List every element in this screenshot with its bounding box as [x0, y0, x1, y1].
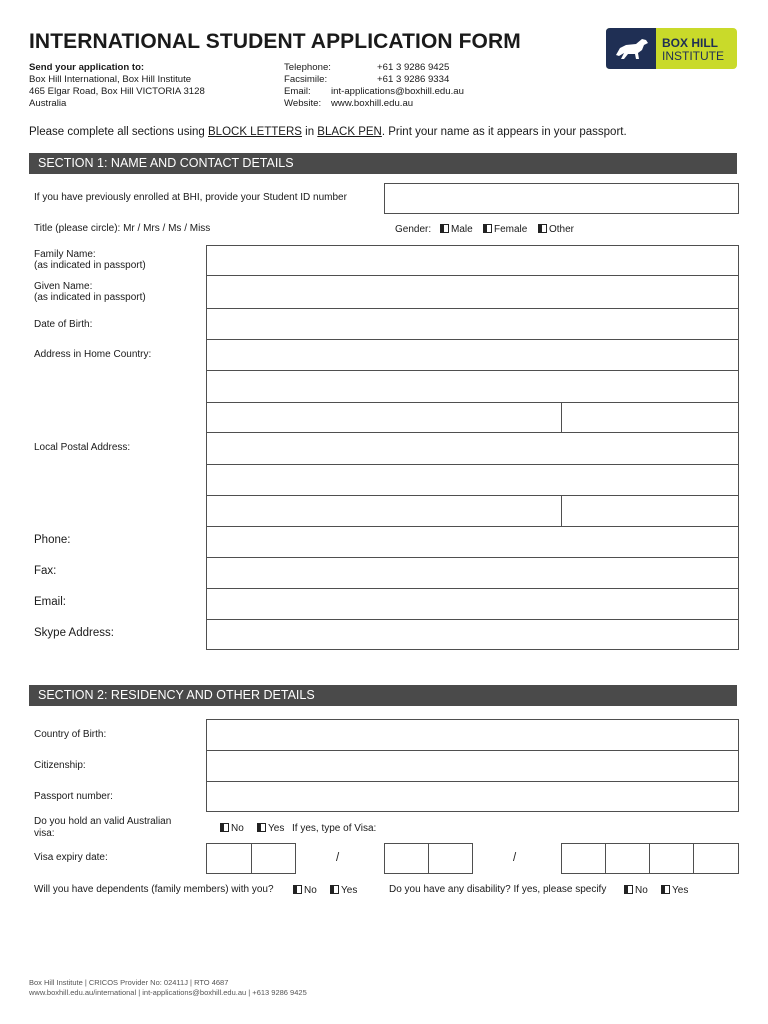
dependents-no-checkbox[interactable]: [293, 885, 302, 894]
local-address-field-2[interactable]: [206, 464, 739, 496]
visa-expiry-year-3[interactable]: [649, 843, 694, 874]
gender-label: Gender:: [395, 224, 432, 235]
website-value[interactable]: www.boxhill.edu.au: [331, 98, 414, 109]
local-address-postcode-field[interactable]: [561, 495, 739, 527]
passport-label: Passport number:: [34, 791, 113, 802]
home-address-field-2[interactable]: [206, 370, 739, 403]
gender-male-option[interactable]: Male: [440, 224, 473, 235]
disability-yes-option[interactable]: Yes: [661, 885, 688, 896]
logo-text-line2: INSTITUTE: [662, 49, 724, 63]
phone-label: Phone:: [34, 534, 71, 546]
home-address-field-3[interactable]: [206, 402, 562, 433]
section-2-header: SECTION 2: RESIDENCY AND OTHER DETAILS: [29, 685, 737, 706]
fax-label: Fax:: [34, 565, 57, 577]
visa-expiry-day-1[interactable]: [206, 843, 252, 874]
title-label[interactable]: Title (please circle): Mr / Mrs / Ms / Miss: [34, 223, 211, 234]
visa-question-line2: visa:: [34, 828, 55, 839]
address-line-1: Box Hill International, Box Hill Institute: [29, 74, 192, 85]
footer-line-2: www.boxhill.edu.au/international | int-applications@boxhill.edu.au | +613 9286 9425: [29, 988, 307, 997]
address-line-3: Australia: [29, 98, 67, 109]
citizenship-label: Citizenship:: [34, 760, 86, 771]
given-name-field[interactable]: [206, 275, 739, 309]
dob-label: Date of Birth:: [34, 319, 93, 330]
country-of-birth-field[interactable]: [206, 719, 739, 751]
dependents-question: Will you have dependents (family members) with you?: [34, 884, 274, 895]
disability-no-option[interactable]: No: [624, 885, 648, 896]
visa-expiry-year-4[interactable]: [693, 843, 739, 874]
email-field[interactable]: [206, 588, 739, 620]
logo-text-line1: BOX HILL: [662, 36, 718, 50]
gender-female-option[interactable]: Female: [483, 224, 527, 235]
footer-line-1: Box Hill Institute | CRICOS Provider No: 02411J | RTO 4687: [29, 978, 229, 987]
block-letters-underlined: BLOCK LETTERS: [208, 126, 302, 138]
form-title: INTERNATIONAL STUDENT APPLICATION FORM: [29, 30, 521, 53]
facsimile-label: Facsimile:: [284, 74, 328, 85]
address-line-2: 465 Elgar Road, Box Hill VICTORIA 3128: [29, 86, 205, 97]
skype-field[interactable]: [206, 619, 739, 650]
local-address-label: Local Postal Address:: [34, 442, 131, 453]
box-hill-logo: [606, 28, 737, 69]
given-name-label: Given Name:: [34, 281, 93, 292]
visa-type-label: If yes, type of Visa:: [292, 823, 377, 834]
student-id-label: If you have previously enrolled at BHI, provide your Student ID number: [34, 192, 347, 203]
telephone-label: Telephone:: [284, 62, 331, 73]
telephone-value: +61 3 9286 9425: [377, 62, 450, 73]
black-pen-underlined: BLACK PEN: [317, 126, 382, 138]
local-address-field-1[interactable]: [206, 432, 739, 465]
family-name-field[interactable]: [206, 245, 739, 276]
disability-no-checkbox[interactable]: [624, 885, 633, 894]
visa-expiry-label: Visa expiry date:: [34, 852, 108, 863]
gender-male-checkbox[interactable]: [440, 224, 449, 233]
send-heading: Send your application to:: [29, 62, 145, 73]
dob-field[interactable]: [206, 308, 739, 340]
student-id-field[interactable]: [384, 183, 739, 214]
visa-yes-option[interactable]: Yes: [257, 823, 284, 834]
home-address-field-1[interactable]: [206, 339, 739, 371]
fax-field[interactable]: [206, 557, 739, 589]
dependents-yes-option[interactable]: Yes: [330, 885, 357, 896]
instructions: Please complete all sections using BLOCK LETTERS in BLACK PEN. Print your name as it appears in your passport.: [29, 126, 627, 138]
family-name-label: Family Name:: [34, 249, 96, 260]
visa-expiry-year-1[interactable]: [561, 843, 606, 874]
dependents-no-option[interactable]: No: [293, 885, 317, 896]
date-separator-1: /: [336, 852, 340, 864]
email-value[interactable]: int-applications@boxhill.edu.au: [331, 86, 464, 97]
visa-yes-checkbox[interactable]: [257, 823, 266, 832]
home-address-postcode-field[interactable]: [561, 402, 739, 433]
local-address-field-3[interactable]: [206, 495, 562, 527]
given-name-note: (as indicated in passport): [34, 292, 146, 303]
visa-expiry-month-2[interactable]: [428, 843, 473, 874]
family-name-note: (as indicated in passport): [34, 260, 146, 271]
citizenship-field[interactable]: [206, 750, 739, 782]
gender-female-checkbox[interactable]: [483, 224, 492, 233]
email-label: Email:: [284, 86, 311, 97]
gender-other-checkbox[interactable]: [538, 224, 547, 233]
email-field-label: Email:: [34, 596, 66, 608]
gender-other-option[interactable]: Other: [538, 224, 574, 235]
home-address-label: Address in Home Country:: [34, 349, 152, 360]
skype-label: Skype Address:: [34, 627, 114, 639]
visa-expiry-month-1[interactable]: [384, 843, 429, 874]
visa-question-line1: Do you hold an valid Australian: [34, 816, 172, 827]
dependents-yes-checkbox[interactable]: [330, 885, 339, 894]
disability-yes-checkbox[interactable]: [661, 885, 670, 894]
visa-expiry-year-2[interactable]: [605, 843, 650, 874]
phone-field[interactable]: [206, 526, 739, 558]
passport-field[interactable]: [206, 781, 739, 812]
country-of-birth-label: Country of Birth:: [34, 729, 107, 740]
section-1-header: SECTION 1: NAME AND CONTACT DETAILS: [29, 153, 737, 174]
disability-question: Do you have any disability? If yes, please specify: [389, 884, 607, 895]
visa-expiry-day-2[interactable]: [251, 843, 296, 874]
visa-no-checkbox[interactable]: [220, 823, 229, 832]
website-label: Website:: [284, 98, 322, 109]
visa-no-option[interactable]: No: [220, 823, 244, 834]
date-separator-2: /: [513, 852, 517, 864]
facsimile-value: +61 3 9286 9334: [377, 74, 450, 85]
